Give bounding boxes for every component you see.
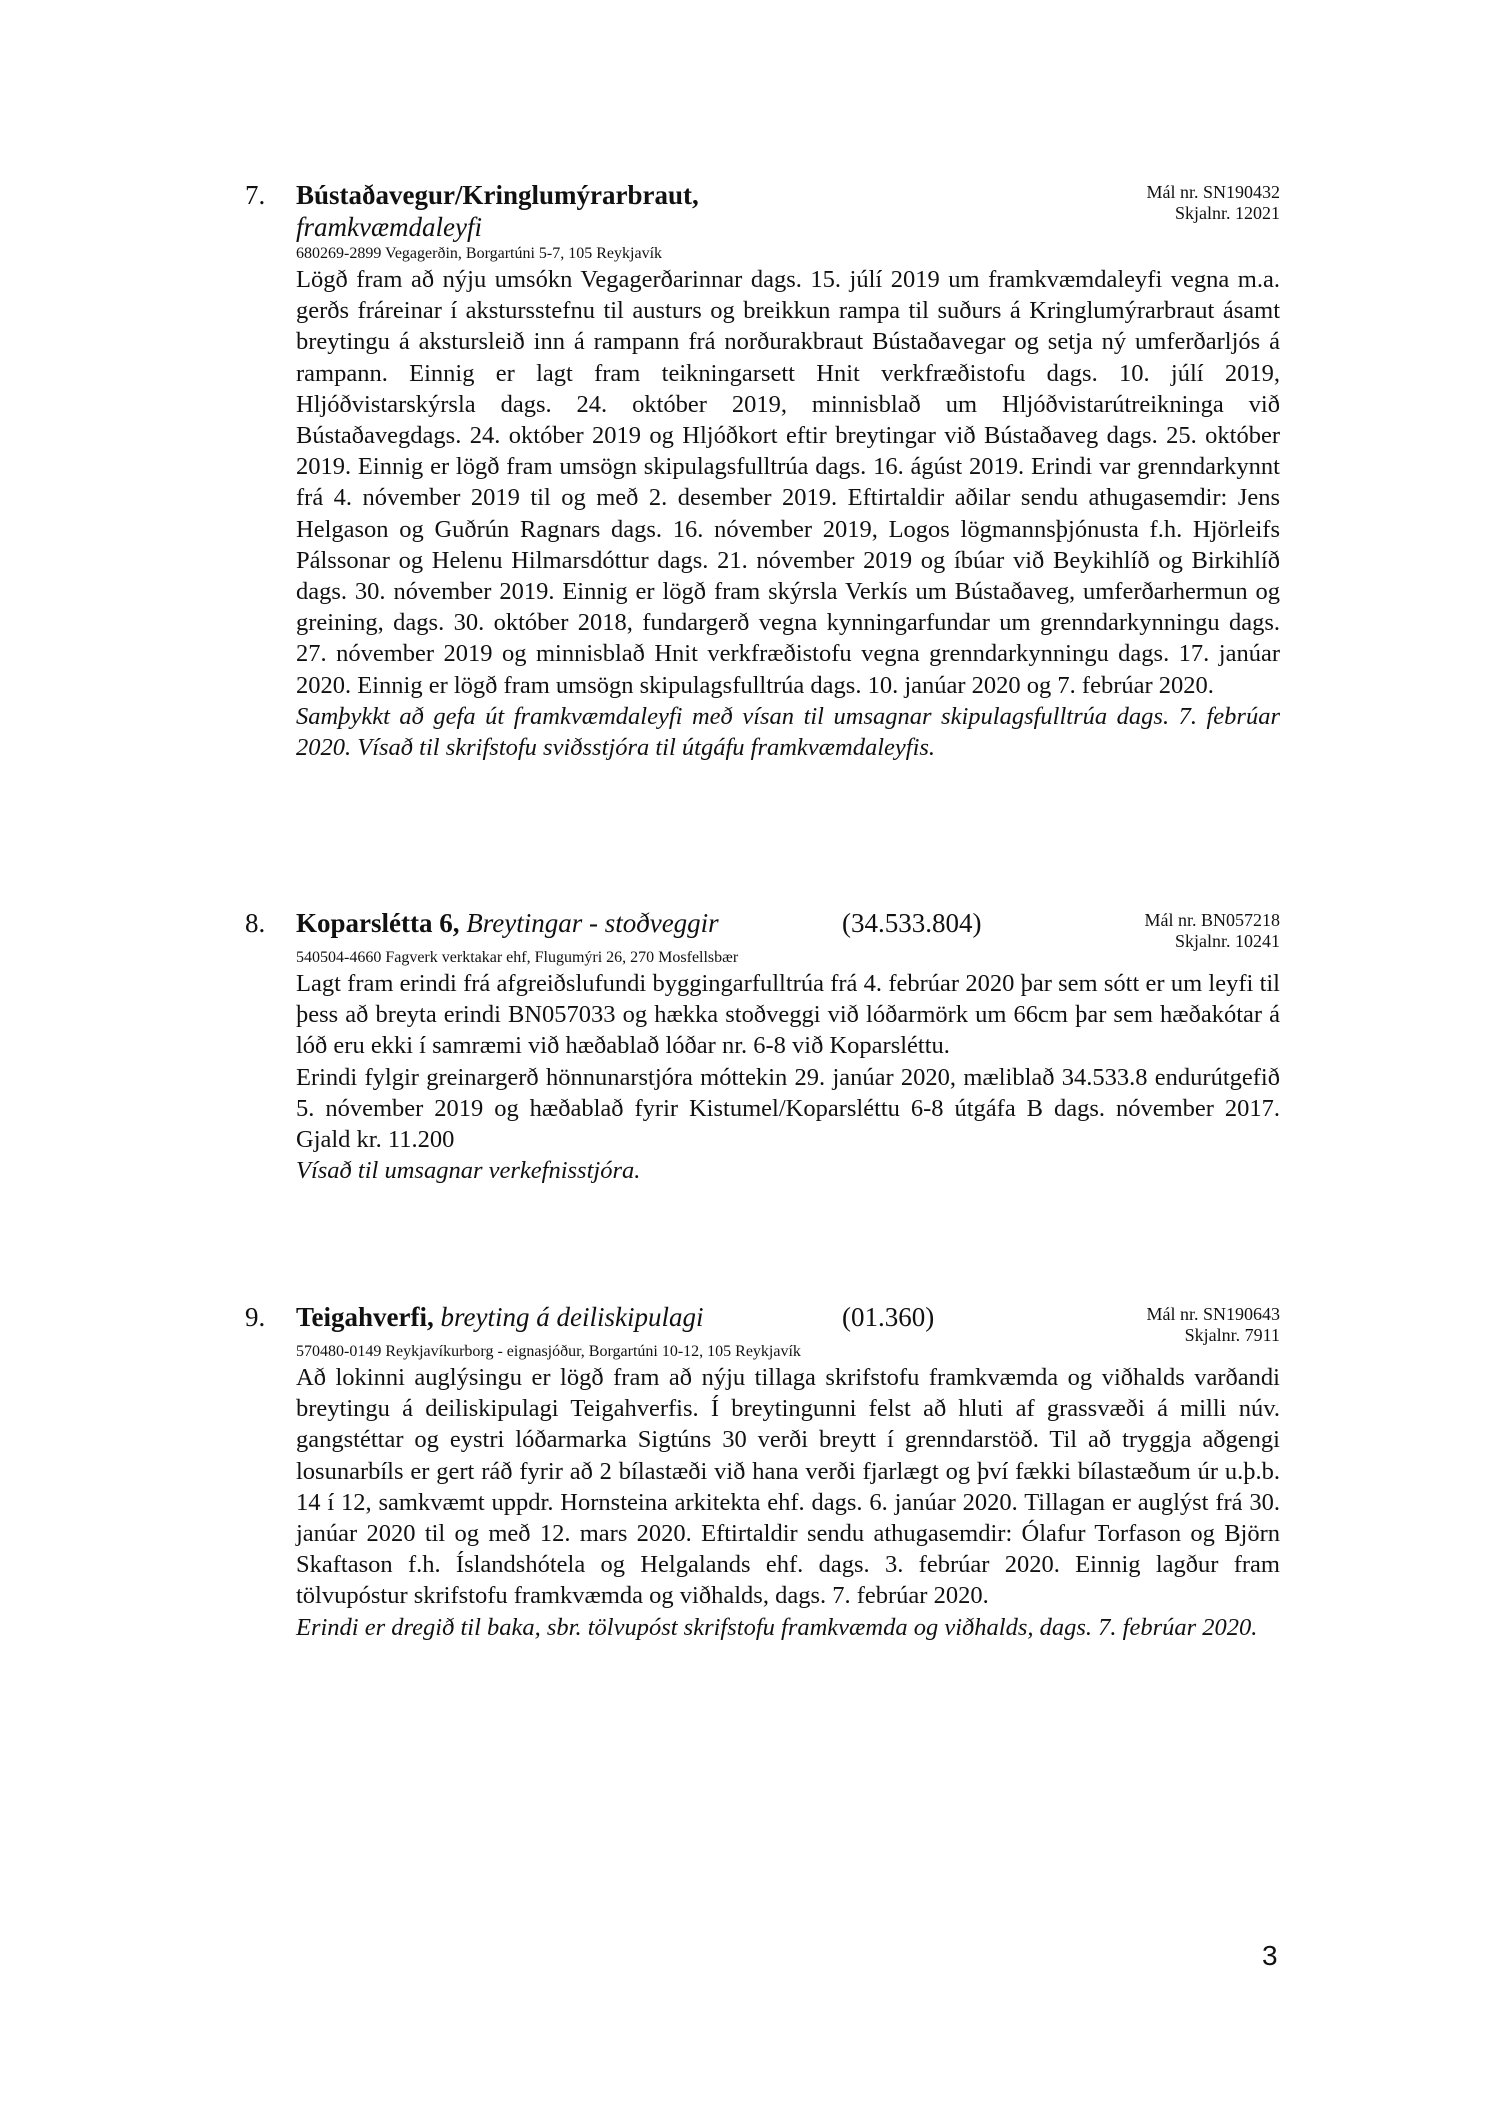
agenda-item-9 <box>245 1302 1280 1643</box>
item-number: 9. <box>245 1302 266 1332</box>
item-title <box>296 908 719 939</box>
item-body <box>296 264 1280 763</box>
case-number: Mál nr. SN190432 <box>1146 182 1280 202</box>
decision-text: Erindi er dregið til baka, sbr. tölvupóst skrifstofu framkvæmda og viðhalds, dags. 7. febrúar 2020. <box>296 1613 1258 1641</box>
item-title-italic: Breytingar - stoðveggir <box>466 908 719 938</box>
decision-text: Vísað til umsagnar verkefnisstjóra. <box>296 1157 641 1185</box>
item-body <box>296 968 1280 1186</box>
body-paragraph: Að lokinni auglýsingu er lögð fram að nýju tillaga skrifstofu framkvæmda og viðhalds varðandi breytingu á deiliskipulagi Teigahverfis. Í breytingunni felst að hluti af grassvæði á milli núv. gangstéttar og eystri lóðarmarka Sigtúns 30 verði breytt í grenndarstöð. Til að tryggja aðgengi losunarbíls er gert ráð fyrir að 2 bílastæði við hana verði fjarlægt og því fækki bílastæðum úr u.þ.b. 14 í 12, samkvæmt uppdr. Hornsteina arkitekta ehf. dags. 6. janúar 2020. Tillagan er auglýst frá 30. janúar 2020 til og með 12. mars 2020. Eftirtaldir sendu athugasemdir: Ólafur Torfason og Björn Skaftason f.h. Íslandshótela og Helgalands ehf. dags. 3. febrúar 2020. Einnig lagður fram tölvupóstur skrifstofu framkvæmda og viðhalds, dags. 7. febrúar 2020. <box>296 1364 1280 1610</box>
case-number: Mál nr. BN057218 <box>1144 910 1280 930</box>
case-meta <box>1146 1304 1280 1346</box>
applicant-line: 570480-0149 Reykjavíkurborg - eignasjóður, Borgartúni 10-12, 105 Reykjavík <box>296 1343 801 1360</box>
item-title <box>296 1302 703 1333</box>
item-number: 7. <box>245 180 266 210</box>
item-header <box>245 908 1280 951</box>
property-code: (01.360) <box>842 1302 935 1332</box>
agenda-item-8 <box>245 908 1280 1186</box>
applicant-line: 540504-4660 Fagverk verktakar ehf, Flugumýri 26, 270 Mosfellsbær <box>296 949 739 966</box>
body-paragraph: Erindi fylgir greinargerð hönnunarstjóra móttekin 29. janúar 2020, mæliblað 34.533.8 endurútgefið 5. nóvember 2019 og hæðablað fyrir Kistumel/Koparsléttu 6-8 útgáfa B dags. nóvember 2017. Gjald kr. 11.200 <box>296 1063 1280 1154</box>
item-title-bold: Teigahverfi, <box>296 1302 434 1332</box>
item-number: 8. <box>245 908 266 938</box>
applicant-line: 680269-2899 Vegagerðin, Borgartúni 5-7, 105 Reykjavík <box>296 245 663 262</box>
document-number: Skjalnr. 10241 <box>1174 931 1280 951</box>
item-title <box>296 180 699 211</box>
item-header <box>245 1302 1280 1345</box>
document-number: Skjalnr. 7911 <box>1184 1325 1280 1345</box>
case-number: Mál nr. SN190643 <box>1146 1304 1280 1324</box>
case-meta <box>1144 910 1280 952</box>
document-number: Skjalnr. 12021 <box>1174 203 1280 223</box>
item-body <box>296 1362 1280 1643</box>
page-number: 3 <box>1262 1940 1278 1971</box>
body-paragraph: Lagt fram erindi frá afgreiðslufundi byggingarfulltrúa frá 4. febrúar 2020 þar sem sótt er um leyfi til þess að breyta erindi BN057033 og hækka stoðveggi við lóðarmörk um 66cm þar sem hæðakótar á lóð eru ekki í samræmi við hæðablað lóðar nr. 6-8 við Koparsléttu. <box>296 970 1280 1060</box>
decision-text: Samþykkt að gefa út framkvæmdaleyfi með vísan til umsagnar skipulagsfulltrúa dags. 7. febrúar 2020. Vísað til skrifstofu sviðsstjóra til útgáfu framkvæmdaleyfis. <box>296 702 1280 762</box>
item-title-bold: Bústaðavegur/Kringlumýrarbraut, <box>296 180 699 210</box>
body-paragraph: Lögð fram að nýju umsókn Vegagerðarinnar dags. 15. júlí 2019 um framkvæmdaleyfi vegna m.a. gerðs fráreinar í akstursstefnu til austurs og breikkun rampa til suðurs á Kringlumýrarbraut ásamt breytingu á akstursleið inn á rampann frá norðurakbraut Bústaðavegar og setja ný umferðarljós á rampann. Einnig er lagt fram teikningarsett Hnit verkfræðistofu dags. 10. júlí 2019, Hljóðvistarskýrsla dags. 24. október 2019, minnisblað um Hljóðvistarútreikninga við Bústaðavegdags. 24. október 2019 og Hljóðkort eftir breytingar við Bústaðaveg dags. 25. október 2019. Einnig er lögð fram umsögn skipulagsfulltrúa dags. 16. ágúst 2019. Erindi var grenndarkynnt frá 4. nóvember 2019 til og með 2. desember 2019. Eftirtaldir aðilar sendu athugasemdir: Jens Helgason og Guðrún Ragnars dags. 16. nóvember 2019, Logos lögmannsþjónusta f.h. Hjörleifs Pálssonar og Helenu Hilmarsdóttur dags. 21. nóvember 2019 og íbúar við Beykihlíð og Birkihlíð dags. 30. nóvember 2019. Einnig er lögð fram skýrsla Verkís um Bústaðaveg, umferðarhermun og greining, dags. 30. október 2018, fundargerð vegna kynningarfundar um grenndarkynningu dags. 27. nóvember 2019 og minnisblað Hnit verkfræðistofu vegna grenndarkynningu dags. 17. janúar 2020. Einnig er lögð fram umsögn skipulagsfulltrúa dags. 10. janúar 2020 og 7. febrúar 2020. <box>296 266 1280 699</box>
item-title-italic: breyting á deiliskipulagi <box>440 1302 704 1332</box>
property-code: (34.533.804) <box>842 908 982 938</box>
item-title-bold: Koparslétta 6, <box>296 908 460 938</box>
item-subtitle: framkvæmdaleyfi <box>296 212 482 242</box>
agenda-item-7 <box>245 180 1280 763</box>
